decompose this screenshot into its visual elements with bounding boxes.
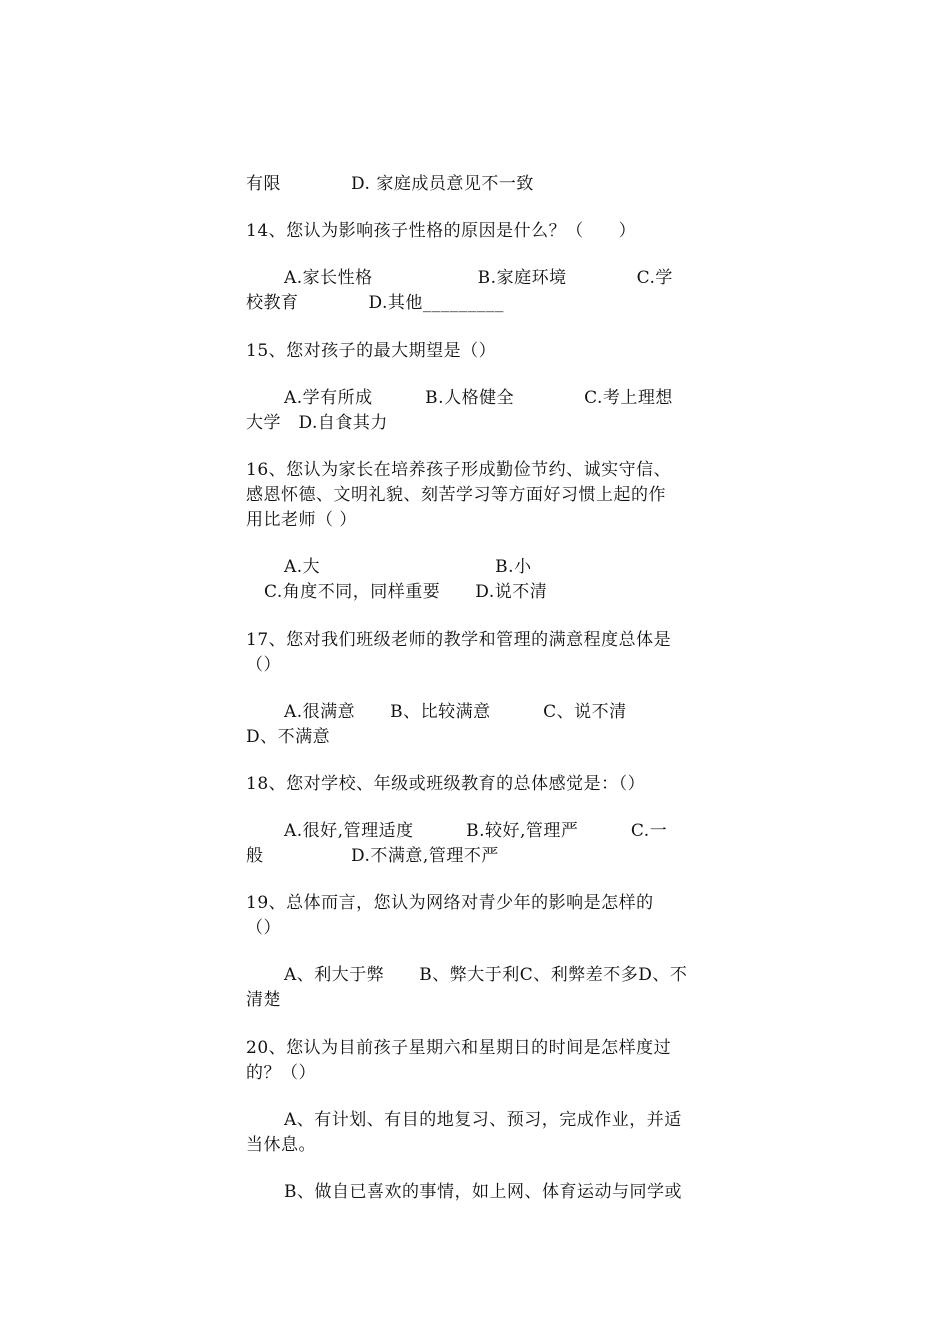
question-18: 18、您对学校、年级或班级教育的总体感觉是：（） bbox=[246, 774, 646, 794]
question-20-line-1: 20、您认为目前孩子星期六和星期日的时间是怎样度过 bbox=[246, 1038, 672, 1058]
question-16-line-1: 16、您认为家长在培养孩子形成勤俭节约、诚实守信、 bbox=[246, 460, 672, 480]
question-16-line-3: 用比老师（ ） bbox=[246, 510, 357, 530]
question-14: 14、您认为影响孩子性格的原因是什么？（ ） bbox=[246, 221, 637, 241]
option-line-13-tail: 有限 D. 家庭成员意见不一致 bbox=[246, 174, 534, 194]
options-15-line-2: 大学 D.自食其力 bbox=[246, 413, 388, 433]
question-17-line-2: （） bbox=[246, 655, 281, 675]
question-16-line-2: 感恩怀德、文明礼貌、刻苦学习等方面好习惯上起的作 bbox=[246, 485, 666, 505]
options-20-a-line-2: 当休息。 bbox=[246, 1135, 316, 1155]
options-19-line-1: A、利大于弊 B、弊大于利C、利弊差不多D、不 bbox=[284, 965, 688, 985]
options-17-line-2: D、不满意 bbox=[246, 727, 331, 747]
question-20-line-2: 的？（） bbox=[246, 1063, 316, 1083]
question-19-line-1: 19、总体而言，您认为网络对青少年的影响是怎样的 bbox=[246, 893, 654, 913]
question-19-line-2: （） bbox=[246, 918, 281, 938]
options-16-line-2: C.角度不同，同样重要 D.说不清 bbox=[264, 582, 548, 602]
options-20-a-line-1: A、有计划、有目的地复习、预习，完成作业，并适 bbox=[284, 1110, 682, 1130]
question-17-line-1: 17、您对我们班级老师的教学和管理的满意程度总体是 bbox=[246, 630, 672, 650]
options-18-line-2: 般 D.不满意,管理不严 bbox=[246, 846, 499, 866]
options-17-line-1: A.很满意 B、比较满意 C、说不清 bbox=[284, 702, 627, 722]
options-15-line-1: A.学有所成 B.人格健全 C.考上理想 bbox=[284, 388, 673, 408]
options-14-line-2: 校教育 D.其他_________ bbox=[246, 293, 504, 313]
options-18-line-1: A.很好,管理适度 B.较好,管理严 C.一 bbox=[284, 821, 668, 841]
question-15: 15、您对孩子的最大期望是（） bbox=[246, 341, 497, 361]
options-19-line-2: 清楚 bbox=[246, 990, 281, 1010]
options-14-line-1: A.家长性格 B.家庭环境 C.学 bbox=[284, 268, 673, 288]
options-20-b-line-1: B、做自已喜欢的事情，如上网、体育运动与同学或 bbox=[284, 1182, 682, 1202]
options-16-line-1: A.大 B.小 bbox=[284, 557, 532, 577]
